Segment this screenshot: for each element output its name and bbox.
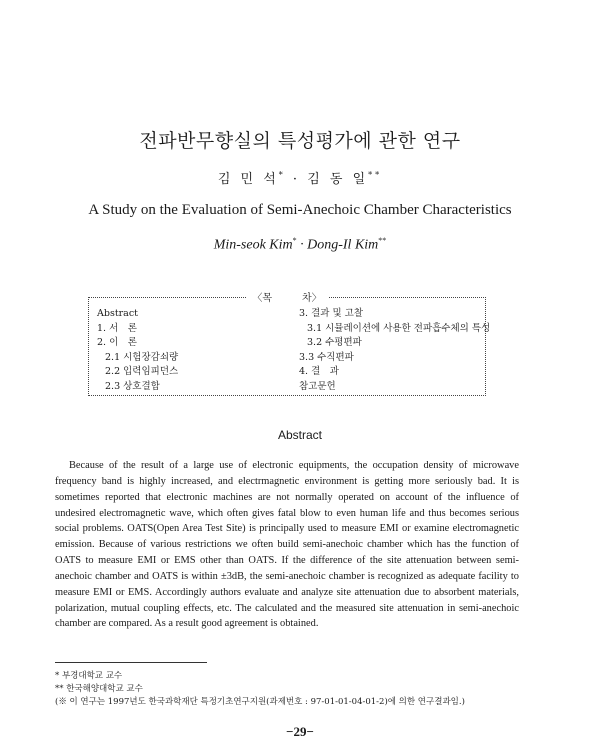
table-of-contents <box>88 293 491 396</box>
author-en-2-mark: ** <box>378 236 387 245</box>
footnotes <box>55 670 465 709</box>
author-ko-2: 김 동 일 <box>307 172 369 187</box>
english-title: A Study on the Evaluation of Semi-Anechoic Chamber Characteristics <box>88 202 512 218</box>
toc-left-column <box>97 307 178 395</box>
toc-item: 3.3 수직편파 <box>299 351 354 363</box>
english-authors <box>0 236 600 254</box>
toc-item: 4. 결 과 <box>299 366 339 378</box>
toc-item: 2.2 입력임피던스 <box>105 366 179 378</box>
author-en-1-mark: * <box>292 236 297 245</box>
toc-item: 3.2 수평편파 <box>307 337 362 349</box>
korean-title: 전파반무향실의 특성평가에 관한 연구 <box>139 130 461 152</box>
footnote-funding: (※ 이 연구는 1997년도 한국과학재단 특정기초연구지원(과제번호 : 97-01-01-04-01-2)에 의한 연구결과임.) <box>55 697 465 707</box>
page-number: −29− <box>286 724 314 739</box>
author-ko-1-mark: * <box>278 170 286 180</box>
toc-item: 2. 이 론 <box>97 337 137 349</box>
author-ko-separator: · <box>285 172 308 187</box>
toc-item: 참고문헌 <box>299 380 336 392</box>
toc-item: Abstract <box>97 308 138 319</box>
abstract-body: Because of the result of a large use of electronic equipments, the occupation density of microwave frequency band is highly increased, and electrmagnetic environment is getting more seriously bad. It is sometimes reported that electronic machines are not normally operated on account of the influence of undesired electromagnetic wave, which often gives fatal blow to even human life and thus becomes serious social problems. OATS(Open Area Test Site) is principally used to measure EMI or examine electromagnetic emission. Because of various restrictions we often build semi-anechoic chamber which has the function of OATS to measure EMI or EMS other than OATS. If the difference of the site attenuation between semi-anechoic chamber and OATS is within ±3dB, the semi-anechoic chamber is recognized as adequate facility to measure EMI or EMS. Accordingly authors evaluate and analyze site attenuation due to absorbent materials, polarization, mutual coupling effects, etc. The calculated and the measured site attenuation in semi-anechoic chamber are compared. As a result good agreement is obtained. <box>55 460 519 630</box>
toc-item: 3.1 시뮬레이션에 사용한 전파흡수체의 특성 <box>307 322 491 334</box>
toc-item: 2.3 상호결합 <box>105 380 160 392</box>
author-en-1: Min-seok Kim <box>213 237 293 253</box>
toc-heading: 〈목 차〉 <box>89 289 485 304</box>
footnote-author-1: * 부경대학교 교수 <box>55 671 123 681</box>
toc-right-column <box>299 307 490 395</box>
toc-item: 3. 결과 및 고찰 <box>299 308 364 319</box>
author-en-separator: · <box>296 237 308 253</box>
footnote-divider <box>55 662 207 663</box>
author-ko-2-mark: ** <box>368 170 383 180</box>
toc-item: 1. 서 론 <box>97 322 137 334</box>
abstract-heading: Abstract <box>277 428 322 442</box>
korean-authors <box>0 168 600 187</box>
footnote-author-2: ** 한국해양대학교 교수 <box>55 684 143 694</box>
author-ko-1: 김 민 석 <box>217 172 279 187</box>
toc-item: 2.1 시험장감쇠량 <box>105 351 179 363</box>
author-en-2: Dong-Il Kim <box>307 237 379 253</box>
